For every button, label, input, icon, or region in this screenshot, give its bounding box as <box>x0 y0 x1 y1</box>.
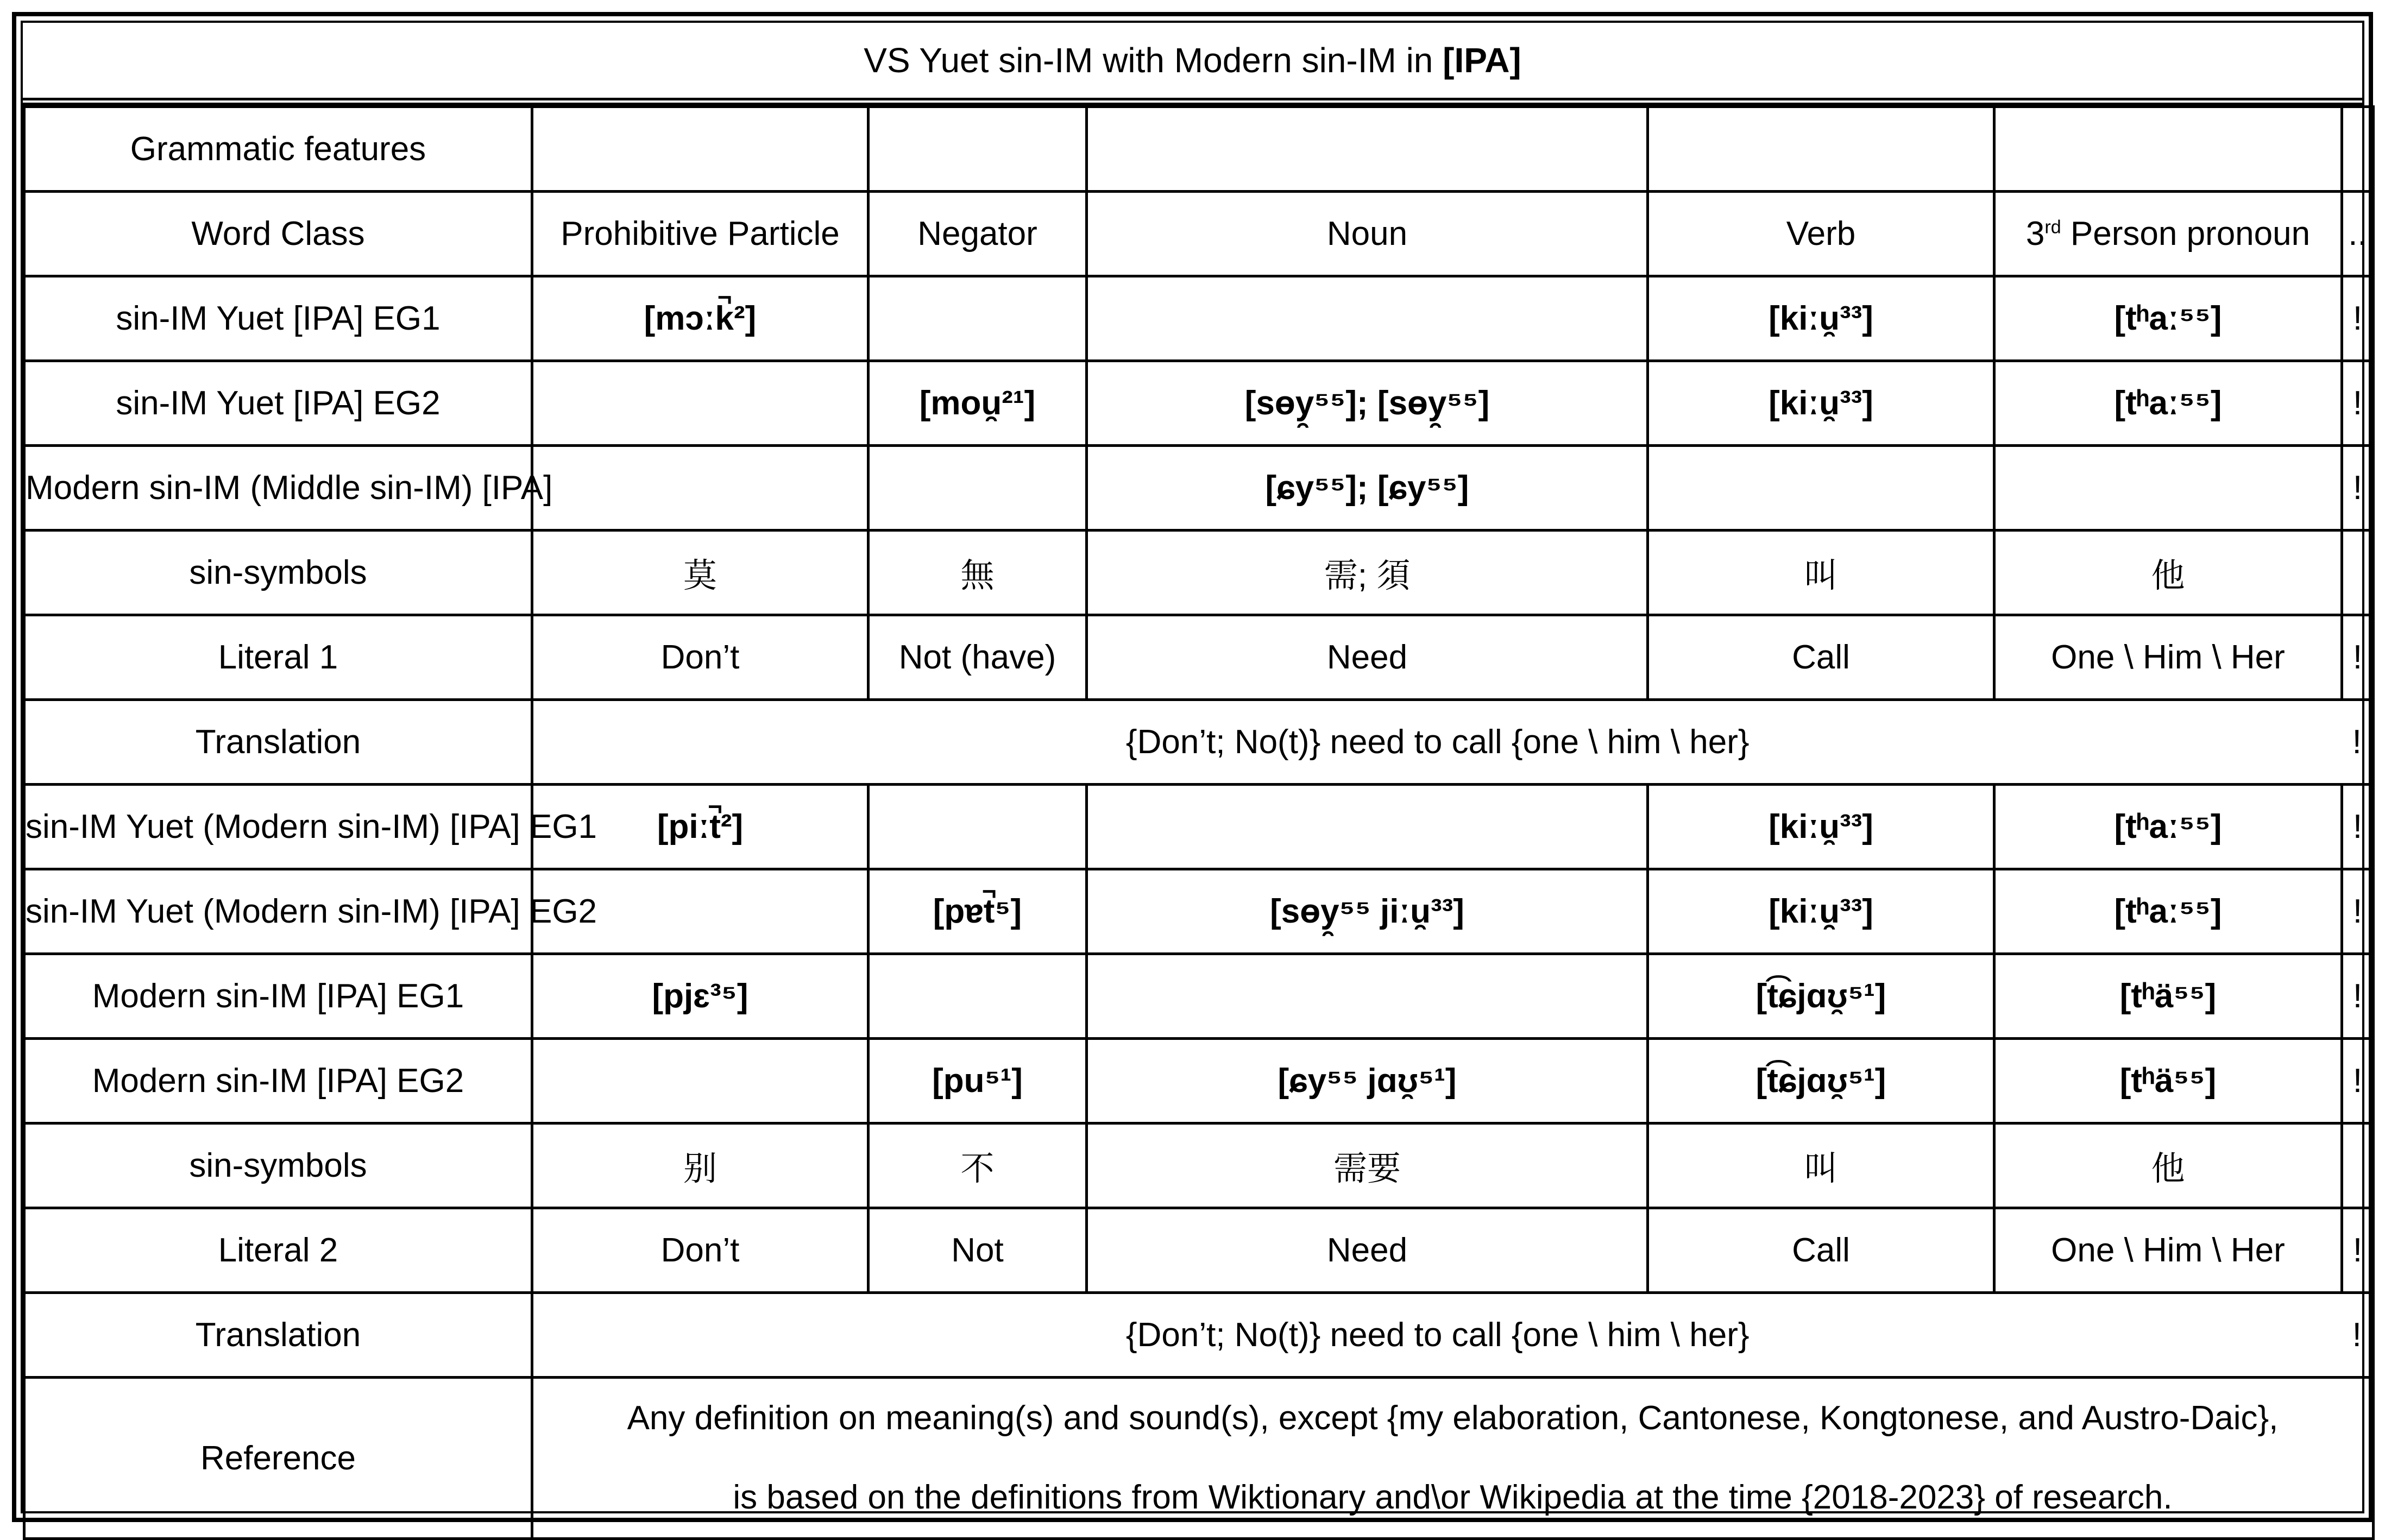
ipa-cell: [tʰä⁵⁵] <box>1994 1039 2342 1124</box>
reference-line-1: Any definition on meaning(s) and sound(s), except {my elaboration, Cantonese, Kongtonese, and Austro-Daic}, <box>627 1399 2279 1437</box>
ipa-cell: [t͡ɕjɑʊ̯⁵¹] <box>1648 954 1994 1039</box>
row-label: Grammatic features <box>24 107 532 192</box>
table-row-yuet-modern-eg1 <box>24 785 2374 869</box>
pronoun-num: 3 <box>2025 215 2045 253</box>
translation-cell: {Don’t; No(t)} need to call {one \ him \ her} <box>532 700 2342 785</box>
table-row-yuet-eg2 <box>24 361 2374 446</box>
ipa-cell: [tʰaː⁵⁵] <box>1994 869 2342 954</box>
table-row-literal2 <box>24 1208 2374 1293</box>
cell <box>869 785 1087 869</box>
cell: One \ Him \ Her <box>1994 615 2342 700</box>
edge-cell: ! <box>2342 700 2374 785</box>
ipa-cell: [ɕy⁵⁵]; [ɕy⁵⁵] <box>1087 446 1648 531</box>
cell <box>869 107 1087 192</box>
symbol-cell: 别 <box>532 1124 869 1208</box>
cell: Not <box>869 1208 1087 1293</box>
table-row-symbols1 <box>24 531 2374 615</box>
header-noun: Noun <box>1087 192 1648 276</box>
edge-cell <box>2342 531 2374 615</box>
edge-cell <box>2342 107 2374 192</box>
ipa-cell: [mɔːk̚²] <box>532 276 869 361</box>
row-label: sin-IM Yuet (Modern sin-IM) [IPA] EG2 <box>24 869 532 954</box>
edge-cell: ! <box>2342 361 2374 446</box>
row-label: Modern sin-IM [IPA] EG2 <box>24 1039 532 1124</box>
cell <box>1994 446 2342 531</box>
pronoun-rest: Person pronoun <box>2061 215 2311 253</box>
title-text: VS Yuet sin-IM with Modern sin-IM in <box>864 41 1433 80</box>
pronoun-sup: rd <box>2044 217 2061 238</box>
ipa-cell: [ɕy⁵⁵ jɑʊ̯⁵¹] <box>1087 1039 1648 1124</box>
table-row-grammatic <box>24 107 2374 192</box>
ipa-cell: [sɵy̯⁵⁵]; [sɵy̯⁵⁵] <box>1087 361 1648 446</box>
cell <box>532 446 869 531</box>
ipa-cell: [pu⁵¹] <box>869 1039 1087 1124</box>
cell <box>1994 107 2342 192</box>
row-label: Reference <box>24 1378 532 1539</box>
cell <box>1648 446 1994 531</box>
row-label: sin-IM Yuet [IPA] EG2 <box>24 361 532 446</box>
cell: Call <box>1648 1208 1994 1293</box>
symbol-cell: 叫 <box>1648 531 1994 615</box>
table-row-reference <box>24 1378 2374 1539</box>
symbol-cell: 無 <box>869 531 1087 615</box>
cell <box>869 276 1087 361</box>
table-title <box>23 23 2362 105</box>
symbol-cell: 他 <box>1994 1124 2342 1208</box>
ipa-cell: [kiːu̯³³] <box>1648 276 1994 361</box>
cell: Call <box>1648 615 1994 700</box>
table-row-symbols2 <box>24 1124 2374 1208</box>
row-label: sin-IM Yuet [IPA] EG1 <box>24 276 532 361</box>
comparison-table <box>23 105 2375 1540</box>
ipa-cell: [kiːu̯³³] <box>1648 361 1994 446</box>
cell <box>1087 785 1648 869</box>
table-row-modern-middle <box>24 446 2374 531</box>
translation-cell: {Don’t; No(t)} need to call {one \ him \ her} <box>532 1293 2342 1378</box>
cell <box>532 361 869 446</box>
table-row-literal1 <box>24 615 2374 700</box>
edge-cell: ! <box>2342 1293 2374 1378</box>
edge-cell: .. <box>2342 192 2374 276</box>
cell <box>1087 107 1648 192</box>
cell: Need <box>1087 1208 1648 1293</box>
title-bold: [IPA] <box>1443 41 1521 80</box>
edge-cell: ! <box>2342 1208 2374 1293</box>
cell: Need <box>1087 615 1648 700</box>
edge-cell <box>2342 1124 2374 1208</box>
cell <box>532 1039 869 1124</box>
edge-cell: ! <box>2342 869 2374 954</box>
symbol-cell: 需要 <box>1087 1124 1648 1208</box>
reference-line-2: is based on the definitions from Wiktionary and\or Wikipedia at the time {2018-2023} of research. <box>733 1479 2173 1516</box>
ipa-cell: [mou̯²¹] <box>869 361 1087 446</box>
cell <box>1087 276 1648 361</box>
table-frame <box>12 12 2373 1522</box>
row-label: sin-symbols <box>24 531 532 615</box>
table-row-modern-eg1 <box>24 954 2374 1039</box>
table-row-yuet-modern-eg2 <box>24 869 2374 954</box>
edge-cell: ! <box>2342 615 2374 700</box>
cell <box>869 954 1087 1039</box>
ipa-cell: [t͡ɕjɑʊ̯⁵¹] <box>1648 1039 1994 1124</box>
row-label: sin-IM Yuet (Modern sin-IM) [IPA] EG1 <box>24 785 532 869</box>
row-label: Literal 1 <box>24 615 532 700</box>
header-negator: Negator <box>869 192 1087 276</box>
header-prohibitive: Prohibitive Particle <box>532 192 869 276</box>
cell: Not (have) <box>869 615 1087 700</box>
cell <box>1087 954 1648 1039</box>
cell <box>869 446 1087 531</box>
row-label: Literal 2 <box>24 1208 532 1293</box>
cell: Don’t <box>532 1208 869 1293</box>
ipa-cell: [tʰaː⁵⁵] <box>1994 276 2342 361</box>
table-inner-frame <box>21 21 2367 1516</box>
table-row-modern-eg2 <box>24 1039 2374 1124</box>
cell: One \ Him \ Her <box>1994 1208 2342 1293</box>
row-label: Modern sin-IM (Middle sin-IM) [IPA] <box>24 446 532 531</box>
edge-cell: ! <box>2342 276 2374 361</box>
table-row-yuet-eg1 <box>24 276 2374 361</box>
table-row-translation2 <box>24 1293 2374 1378</box>
symbol-cell: 叫 <box>1648 1124 1994 1208</box>
edge-cell: ! <box>2342 954 2374 1039</box>
row-label: Translation <box>24 700 532 785</box>
ipa-cell: [sɵy̯⁵⁵ jiːu̯³³] <box>1087 869 1648 954</box>
symbol-cell: 他 <box>1994 531 2342 615</box>
edge-cell: ! <box>2342 785 2374 869</box>
edge-cell: ! <box>2342 1039 2374 1124</box>
reference-cell <box>532 1378 2374 1539</box>
ipa-cell: [tʰaː⁵⁵] <box>1994 361 2342 446</box>
cell: Don’t <box>532 615 869 700</box>
row-label: Modern sin-IM [IPA] EG1 <box>24 954 532 1039</box>
ipa-cell: [tʰä⁵⁵] <box>1994 954 2342 1039</box>
row-label: sin-symbols <box>24 1124 532 1208</box>
table-row-wordclass <box>24 192 2374 276</box>
symbol-cell: 不 <box>869 1124 1087 1208</box>
ipa-cell: [tʰaː⁵⁵] <box>1994 785 2342 869</box>
symbol-cell: 莫 <box>532 531 869 615</box>
ipa-cell: [pjɛ³⁵] <box>532 954 869 1039</box>
ipa-cell: [kiːu̯³³] <box>1648 869 1994 954</box>
ipa-cell: [piːt̚²] <box>532 785 869 869</box>
ipa-cell: [pɐt̚⁵] <box>869 869 1087 954</box>
cell <box>532 107 869 192</box>
row-label: Translation <box>24 1293 532 1378</box>
symbol-cell: 需; 須 <box>1087 531 1648 615</box>
cell <box>1648 107 1994 192</box>
edge-cell: ! <box>2342 446 2374 531</box>
ipa-cell: [kiːu̯³³] <box>1648 785 1994 869</box>
header-pronoun <box>1994 192 2342 276</box>
header-verb: Verb <box>1648 192 1994 276</box>
row-label: Word Class <box>24 192 532 276</box>
table-row-translation1 <box>24 700 2374 785</box>
